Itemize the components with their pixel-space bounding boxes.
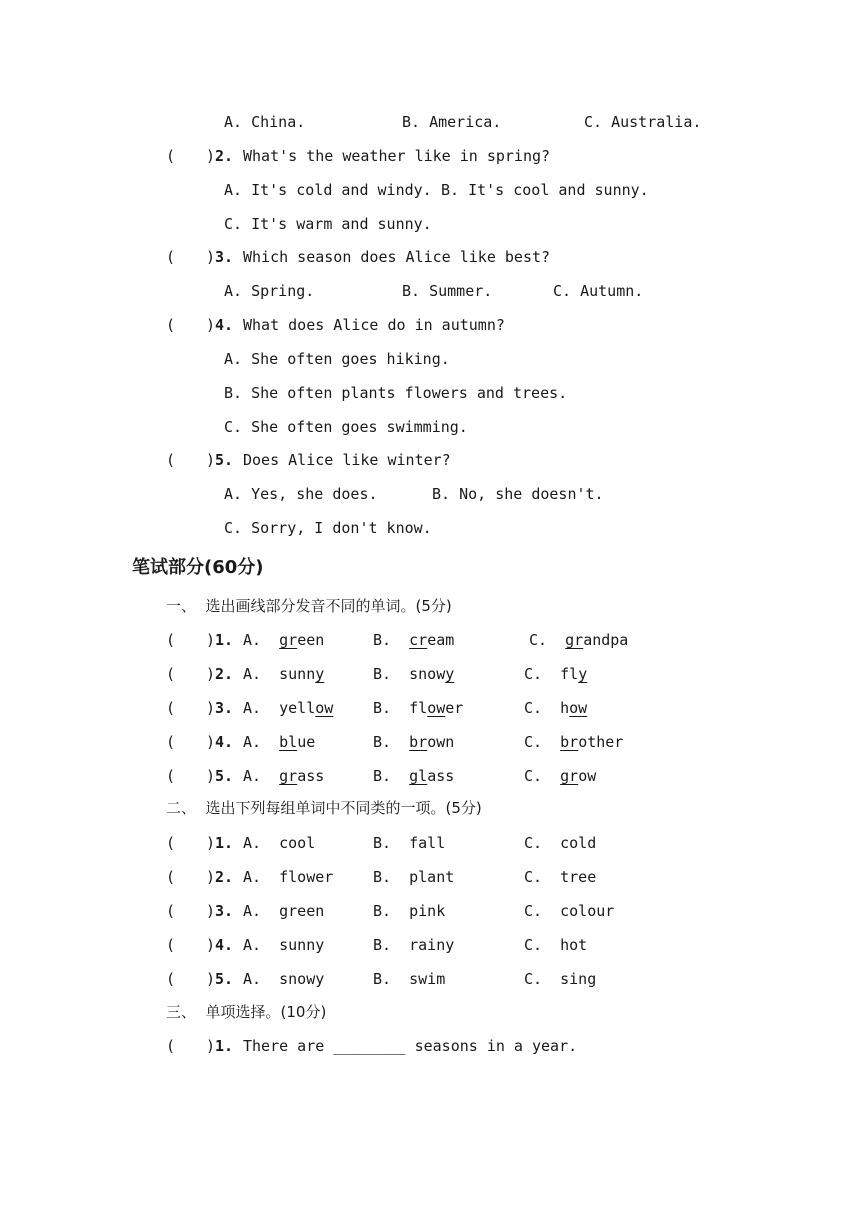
option-a: A. yellow xyxy=(243,699,334,717)
question-number: 2. xyxy=(215,665,234,683)
option-a: A. cool xyxy=(243,834,316,852)
written-part-heading: 笔试部分(60分) xyxy=(132,557,264,578)
q5-option-a: A. Yes, she does. xyxy=(224,485,378,503)
option-c: C. hot xyxy=(524,936,588,954)
question-number: 1. xyxy=(215,631,234,649)
paren-open: ( xyxy=(166,868,176,886)
q2-option-a: A. It's cold and windy. xyxy=(224,181,432,199)
option-a: A. green xyxy=(243,902,325,920)
option-c: C. fly xyxy=(524,665,588,683)
section3-title: 三、 单项选择。(10分) xyxy=(166,1003,327,1021)
q2-paren-open: ( xyxy=(166,147,176,165)
q2-option-b: B. It's cool and sunny. xyxy=(441,181,649,199)
paren-open: ( xyxy=(166,665,176,683)
option-c: C. cold xyxy=(524,834,597,852)
question-number: 1. xyxy=(215,834,234,852)
question-number: 2. xyxy=(215,868,234,886)
question-number: 4. xyxy=(215,936,234,954)
q2-text: What's the weather like in spring? xyxy=(243,147,551,165)
question-number: 3. xyxy=(215,699,234,717)
option-a: A. green xyxy=(243,631,325,649)
option-c: C. sing xyxy=(524,970,597,988)
question-number: 3. xyxy=(215,902,234,920)
q4-option-b: B. She often plants flowers and trees. xyxy=(224,384,568,402)
option-b: B. snowy xyxy=(373,665,455,683)
q4-paren-open: ( xyxy=(166,316,176,334)
option-b: B. pink xyxy=(373,902,446,920)
q5-number: 5. xyxy=(215,451,234,469)
paren-close: ) xyxy=(206,699,216,717)
option-a: A. snowy xyxy=(243,970,325,988)
q4-text: What does Alice do in autumn? xyxy=(243,316,505,334)
paren-close: ) xyxy=(206,665,216,683)
option-c: C. colour xyxy=(524,902,615,920)
q3-number: 3. xyxy=(215,248,234,266)
option-b: B. cream xyxy=(373,631,455,649)
option-c: C. how xyxy=(524,699,588,717)
paren-close: ) xyxy=(206,767,216,785)
option-a: A. grass xyxy=(243,767,325,785)
s3-q1-text: There are ________ seasons in a year. xyxy=(243,1037,578,1055)
q1-option-c: C. Australia. xyxy=(584,113,702,131)
option-b: B. plant xyxy=(373,868,455,886)
q1-option-b: B. America. xyxy=(402,113,502,131)
option-c: C. brother xyxy=(524,733,624,751)
paren-open: ( xyxy=(166,631,176,649)
q4-option-c: C. She often goes swimming. xyxy=(224,418,468,436)
option-b: B. flower xyxy=(373,699,464,717)
option-b: B. fall xyxy=(373,834,446,852)
q3-option-b: B. Summer. xyxy=(402,282,493,300)
option-a: A. sunny xyxy=(243,936,325,954)
paren-close: ) xyxy=(206,868,216,886)
option-b: B. glass xyxy=(373,767,455,785)
q3-text: Which season does Alice like best? xyxy=(243,248,551,266)
q2-option-c: C. It's warm and sunny. xyxy=(224,215,432,233)
q4-option-a: A. She often goes hiking. xyxy=(224,350,450,368)
paren-close: ) xyxy=(206,936,216,954)
paren-close: ) xyxy=(206,834,216,852)
paren-close: ) xyxy=(206,970,216,988)
q2-number: 2. xyxy=(215,147,234,165)
option-b: B. swim xyxy=(373,970,446,988)
option-b: B. rainy xyxy=(373,936,455,954)
question-number: 5. xyxy=(215,767,234,785)
option-c: C. tree xyxy=(524,868,597,886)
paren-open: ( xyxy=(166,733,176,751)
question-number: 4. xyxy=(215,733,234,751)
q5-option-c: C. Sorry, I don't know. xyxy=(224,519,432,537)
option-b: B. brown xyxy=(373,733,455,751)
paren-open: ( xyxy=(166,834,176,852)
section2-title: 二、 选出下列每组单词中不同类的一项。(5分) xyxy=(166,799,482,817)
q5-paren-close: ) xyxy=(206,451,216,469)
option-a: A. blue xyxy=(243,733,316,751)
option-c: C. grandpa xyxy=(529,631,629,649)
paren-close: ) xyxy=(206,733,216,751)
q3-option-c: C. Autumn. xyxy=(553,282,644,300)
option-c: C. grow xyxy=(524,767,597,785)
paren-open: ( xyxy=(166,902,176,920)
q5-text: Does Alice like winter? xyxy=(243,451,451,469)
q3-paren-open: ( xyxy=(166,248,176,266)
q1-option-a: A. China. xyxy=(224,113,306,131)
option-a: A. sunny xyxy=(243,665,325,683)
section1-title: 一、 选出画线部分发音不同的单词。(5分) xyxy=(166,597,452,615)
paren-close: ) xyxy=(206,631,216,649)
q5-option-b: B. No, she doesn't. xyxy=(432,485,604,503)
s3-q1-number: 1. xyxy=(215,1037,234,1055)
q4-paren-close: ) xyxy=(206,316,216,334)
paren-close: ) xyxy=(206,902,216,920)
q4-number: 4. xyxy=(215,316,234,334)
s3-q1-paren-open: ( xyxy=(166,1037,176,1055)
paren-open: ( xyxy=(166,936,176,954)
q3-paren-close: ) xyxy=(206,248,216,266)
q3-option-a: A. Spring. xyxy=(224,282,315,300)
s3-q1-paren-close: ) xyxy=(206,1037,216,1055)
q5-paren-open: ( xyxy=(166,451,176,469)
paren-open: ( xyxy=(166,970,176,988)
q2-paren-close: ) xyxy=(206,147,216,165)
question-number: 5. xyxy=(215,970,234,988)
paren-open: ( xyxy=(166,767,176,785)
paren-open: ( xyxy=(166,699,176,717)
option-a: A. flower xyxy=(243,868,334,886)
